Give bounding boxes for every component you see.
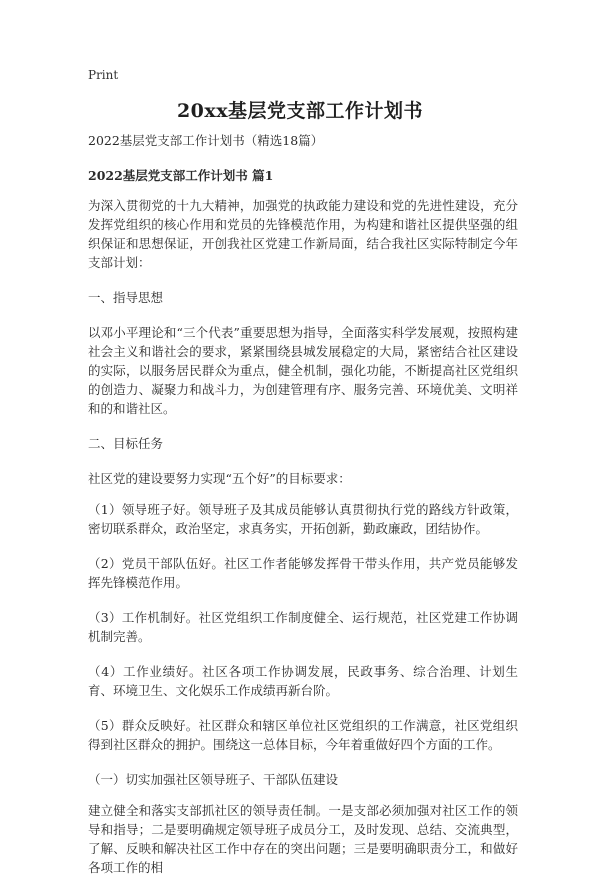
heading-guiding-ideology: 一、指导思想 <box>88 290 164 305</box>
paragraph-guiding-ideology: 以邓小平理论和“三个代表”重要思想为指导，全面落实科学发展观，按照构建社会主义和谐社会的要求，紧紧围绕县城发展稳定的大局，紧密结合社区建设的实际，以服务居民群众为重点，健全机制，强化功能，不断提高社区党组织的创造力、凝聚力和战斗力，为创建管理有序、服务完善、环境优美、文明祥和的和谐社区。 <box>88 325 518 416</box>
paragraph-goal-5: （5）群众反映好。社区群众和辖区单位社区党组织的工作满意，社区党组织得到社区群众的拥护。围绕这一总体目标，今年着重做好四个方面的工作。 <box>88 718 518 752</box>
page-title: 20xx基层党支部工作计划书 <box>176 100 424 122</box>
heading-leadership: （一）切实加强社区领导班子、干部队伍建设 <box>88 772 339 787</box>
document-subtitle: 2022基层党支部工作计划书（精选18篇） <box>88 133 324 148</box>
document-body <box>88 131 518 893</box>
paragraph-goals-intro: 社区党的建设要努力实现“五个好”的目标要求： <box>88 471 351 486</box>
paragraph-goal-3: （3）工作机制好。社区党组织工作制度健全、运行规范，社区党建工作协调机制完善。 <box>88 610 518 644</box>
print-label[interactable]: Print <box>88 68 119 82</box>
heading-goals: 二、目标任务 <box>88 436 164 451</box>
paragraph-leadership: 建立健全和落实支部抓社区的领导责任制。一是支部必须加强对社区工作的领导和指导；二是要明确规定领导班子成员分工，及时发现、总结、交流典型，了解、反映和解决社区工作中存在的突出问题；三是要明确职责分工，和做好各项工作的相 <box>88 803 518 875</box>
paragraph-goal-2: （2）党员干部队伍好。社区工作者能够发挥骨干带头作用，共产党员能够发挥先锋模范作用。 <box>88 556 518 590</box>
section-title: 2022基层党支部工作计划书 篇1 <box>88 168 274 183</box>
paragraph-goal-4: （4）工作业绩好。社区各项工作协调发展，民政事务、综合治理、计划生育、环境卫生、文化娱乐工作成绩再新台阶。 <box>88 664 518 698</box>
paragraph-intro: 为深入贯彻党的十九大精神，加强党的执政能力建设和党的先进性建设，充分发挥党组织的核心作用和党员的先锋模范作用，为构建和谐社区提供坚强的组织保证和思想保证，开创我社区党建工作新局面，结合我社区实际特制定今年支部计划： <box>88 198 518 270</box>
paragraph-goal-1: （1）领导班子好。领导班子及其成员能够认真贯彻执行党的路线方针政策，密切联系群众，政治坚定，求真务实，开拓创新，勤政廉政，团结协作。 <box>88 502 518 536</box>
